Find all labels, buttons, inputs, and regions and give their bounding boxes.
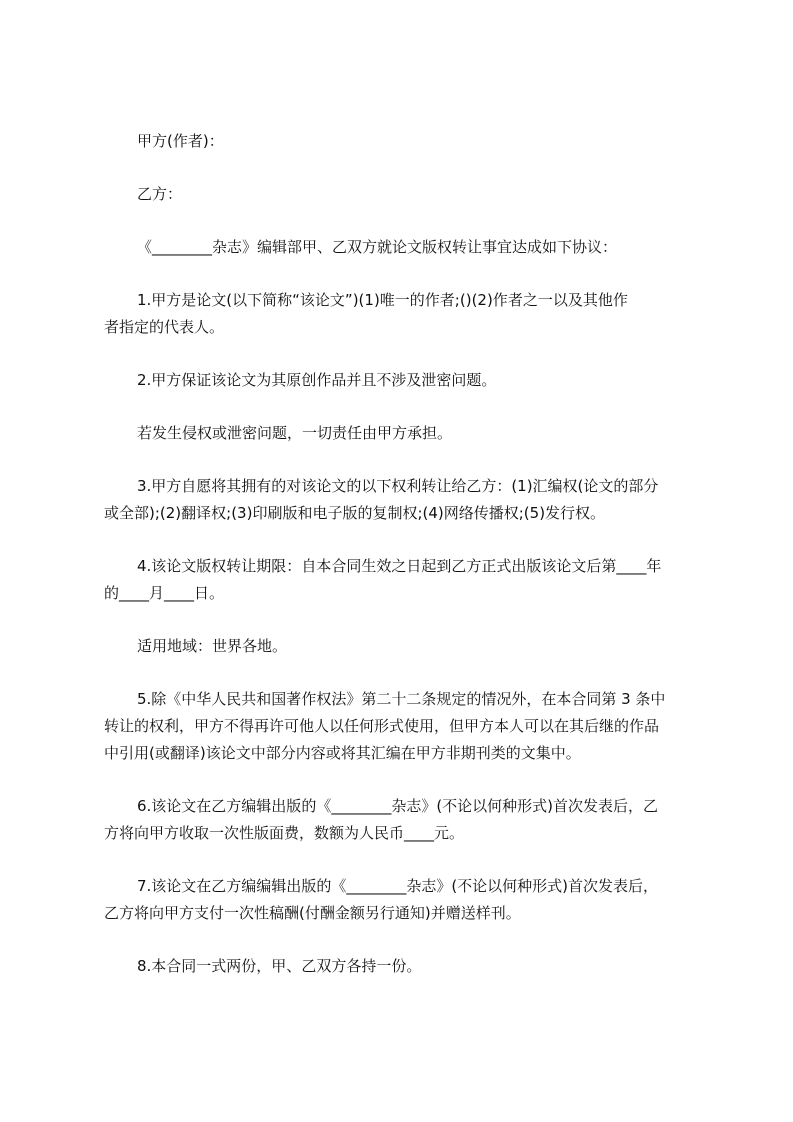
paragraph [104,793,704,847]
paragraph [104,473,704,527]
paragraph [104,128,704,155]
paragraph-line: 5.除《中华人民共和国著作权法》第二十二条规定的情况外，在本合同第 3 条中 [137,690,666,708]
paragraph-line: 乙方： [137,185,183,203]
contract-document [104,128,704,1006]
paragraph-line: 方将向甲方收取一次性版面费，数额为人民币____元。 [104,824,465,842]
paragraph [104,953,704,980]
paragraph [104,686,704,767]
paragraph [104,633,704,660]
paragraph-line: 6.该论文在乙方编辑出版的《________杂志》(不论以何种形式)首次发表后，乙 [137,797,659,815]
paragraph [104,553,704,607]
paragraph [104,367,704,394]
paragraph-line: 8.本合同一式两份，甲、乙双方各持一份。 [137,957,422,975]
paragraph-line: 4.该论文版权转让期限：自本合同生效之日起到乙方正式出版该论文后第____年 [137,557,662,575]
paragraph-line: 乙方将向甲方支付一次性稿酬(付酬金额另行通知)并赠送样刊。 [104,904,521,922]
paragraph-line: 适用地域：世界各地。 [137,637,288,655]
paragraph [104,420,704,447]
paragraph-line: 若发生侵权或泄密问题，一切责任由甲方承担。 [137,424,453,442]
paragraph [104,287,704,341]
paragraph-line: 《________杂志》编辑部甲、乙双方就论文版权转让事宜达成如下协议： [137,238,618,256]
paragraph-line: 3.甲方自愿将其拥有的对该论文的以下权利转让给乙方：(1)汇编权(论文的部分 [137,477,659,495]
paragraph-line: 1.甲方是论文(以下简称“该论文”)(1)唯一的作者;()(2)作者之一以及其他作 [137,291,628,309]
paragraph-line: 2.甲方保证该论文为其原创作品并且不涉及泄密问题。 [137,371,497,389]
paragraph-line: 或全部);(2)翻译权;(3)印刷版和电子版的复制权;(4)网络传播权;(5)发行权。 [104,504,606,522]
paragraph [104,873,704,927]
paragraph [104,234,704,261]
paragraph-line: 的____月____日。 [104,584,225,602]
paragraph [104,181,704,208]
paragraph-line: 转让的权利，甲方不得再许可他人以任何形式使用，但甲方本人可以在其后继的作品 [104,717,660,735]
paragraph-line: 7.该论文在乙方编编辑出版的《________杂志》(不论以何种形式)首次发表后， [137,877,659,895]
paragraph-line: 中引用(或翻译)该论文中部分内容或将其汇编在甲方非期刊类的文集中。 [104,744,581,762]
paragraph-line: 者指定的代表人。 [104,318,225,336]
paragraph-line: 甲方(作者)： [137,132,224,150]
